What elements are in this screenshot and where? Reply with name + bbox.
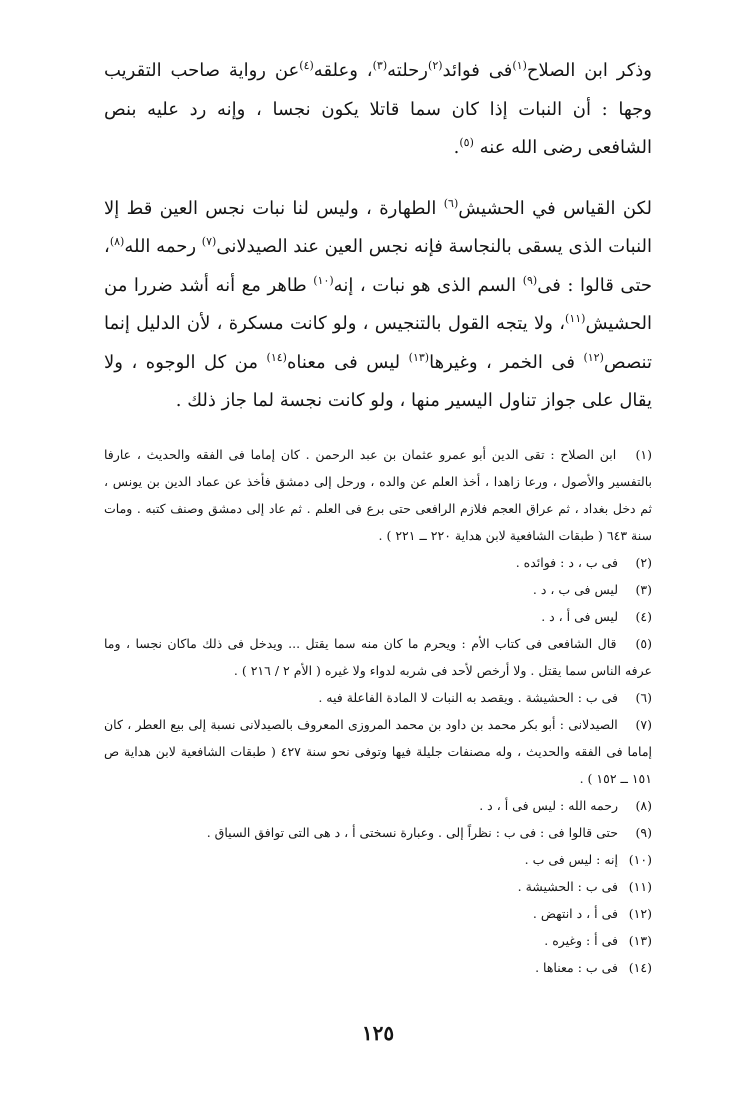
body-text: فى الخمر ، وغيرها [429,351,584,373]
footnote-ref[interactable]: (١٣) [408,350,430,364]
footnote-text: حتى قالوا فى : فى ب : نظراً إلى . وعبارة نسختى أ ، د هى التى توافق السياق . [206,824,619,840]
body-text: وذكر ابن الصلاح [526,60,652,81]
footnote-number: (٣) [635,581,652,597]
footnote-number: (١) [635,446,652,462]
footnote [104,819,652,846]
main-text [104,52,652,421]
body-text: . [453,137,460,158]
body-text: الطهارة ، وليس لنا نبات نجس العين قط إلا النبات الذى يسقى بالنجاسة فإنه نجس العين عند الصيدلانى [104,197,652,257]
footnote-text: ليس فى أ ، د . [541,608,619,624]
body-paragraph [104,190,652,421]
footnote [104,711,652,792]
footnote-text: فى أ : وغيره . [544,932,619,948]
footnote-text: ابن الصلاح : تقى الدين أبو عمرو عثمان بن عبد الرحمن . كان إماما فى الفقه والحديث ، عارفا بالتفسير والأصول ، ورعا زاهدا ، أخذ العلم عن والده ، ورحل إلى دمشق فأخذ عن عماد الدين بن يونس ، ثم دخل بغداد ، ثم عراق العجم فلازم الرافعى حتى برع فى العلم . ثم عاد إلى دمشق وصنف كتبه . ومات سنة ٦٤٣ ( طبقات الشافعية لابن هداية ٢٢٠ ــ ٢٢١ ) . [104,446,652,543]
footnote-ref[interactable]: (٥) [459,136,474,149]
footnote-ref[interactable]: (٣) [372,59,388,72]
footnote [104,954,652,981]
footnote-text: الصيدلانى : أبو بكر محمد بن داود بن محمد المروزى المعروف بالصيدلانى نسبة إلى بيع العطر ، كان إماما فى الفقه والحديث ، وله مصنفات جليلة فيها وتوفى نحو سنة ٤٢٧ ( طبقات الشافعية لابن هداية ص ١٥١ ــ ١٥٢ ) . [104,716,652,786]
footnote [104,927,652,954]
footnote-number: (٤) [635,608,652,624]
footnote-ref[interactable]: (٧) [201,235,217,248]
footnote [104,900,652,927]
footnote-ref[interactable]: (١٠) [313,273,334,287]
footnote [104,576,652,603]
footnote-number: (١٤) [628,959,652,975]
footnote-text: إنه : ليس فى ب . [524,851,619,867]
footnote [104,846,652,873]
footnote-number: (١٢) [628,905,652,921]
footnote-number: (٢) [635,554,652,570]
body-text: ، ولا يتجه القول بالتنجيس ، ولو كانت مسكرة ، لأن الدليل إنما تنصص [104,313,652,373]
footnote-ref[interactable]: (١١) [565,312,586,325]
footnote [104,603,652,630]
footnote [104,792,652,819]
footnote-ref[interactable]: (٩) [522,273,538,287]
footnote-ref[interactable]: (٢) [428,59,443,72]
body-text: ليس فى معناه [286,351,409,373]
footnote-ref[interactable]: (٨) [109,235,125,248]
footnote-number: (٨) [635,797,652,813]
footnote [104,549,652,576]
footnote [104,873,652,900]
footnote [104,630,652,684]
body-paragraph [104,52,652,168]
footnote-number: (١١) [628,878,652,894]
body-text: ، وعلقه [313,60,373,81]
body-text: رحمه الله [124,236,202,257]
footnote-ref[interactable]: (١٤) [266,350,287,364]
footnote-text: فى ب : الحشيشة . ويقصد به النبات لا المادة الفاعلة فيه . [318,689,619,705]
footnote-ref[interactable]: (٤) [299,59,314,72]
footnotes [104,441,652,981]
footnote [104,441,652,549]
footnote-text: فى أ ، د انتهض . [532,905,619,921]
footnote-ref[interactable]: (١) [512,59,527,72]
footnote-text: رحمه الله : ليس فى أ ، د . [479,797,619,813]
footnote-text: ليس فى ب ، د . [532,581,619,597]
page-number: ١٢٥ [361,1021,395,1045]
body-text: لكن القياس في الحشيش [458,197,653,219]
footnote-number: (٦) [635,689,652,705]
footnote-ref[interactable]: (١٢) [583,350,604,364]
body-text: فى فوائد [442,60,513,81]
body-text: رحلته [387,60,429,81]
body-text: طاهر مع أنه أشد ضررا من الحشيش [104,274,652,334]
footnote-text: فى ب ، د : فوائده . [515,554,619,570]
footnote [104,684,652,711]
footnote-text: فى ب : معناها . [535,959,619,975]
footnote-ref[interactable]: (٦) [443,196,459,210]
body-text: السم الذى هو نبات ، إنه [333,274,523,296]
body-text: من كل الوجوه ، ولا يقال على جواز تناول اليسير منها ، ولو كانت نجسة لما جاز ذلك . [104,351,652,411]
footnote-number: (١٣) [628,932,652,948]
body-text: عن رواية صاحب التقريب وجها : أن النبات إذا كان سما قاتلا يكون نجسا ، وإنه رد عليه بنص الشافعى رضى الله عنه [104,60,652,158]
body-text: ، حتى قالوا : فى [104,236,652,296]
footnote-number: (٧) [635,716,652,732]
footnote-number: (١٠) [628,851,652,867]
footnote-text: فى ب : الحشيشة . [517,878,619,894]
footnote-number: (٩) [635,824,652,840]
footnote-number: (٥) [635,635,652,651]
footnote-text: قال الشافعى فى كتاب الأم : ويحرم ما كان منه سما يقتل ... ويدخل فى ذلك ماكان نجسا ، وما عرفه الناس سما يقتل . ولا أرخص لأحد فى شربه لدواء ولا غيره ( الأم ٢ / ٢١٦ ) . [104,635,652,678]
